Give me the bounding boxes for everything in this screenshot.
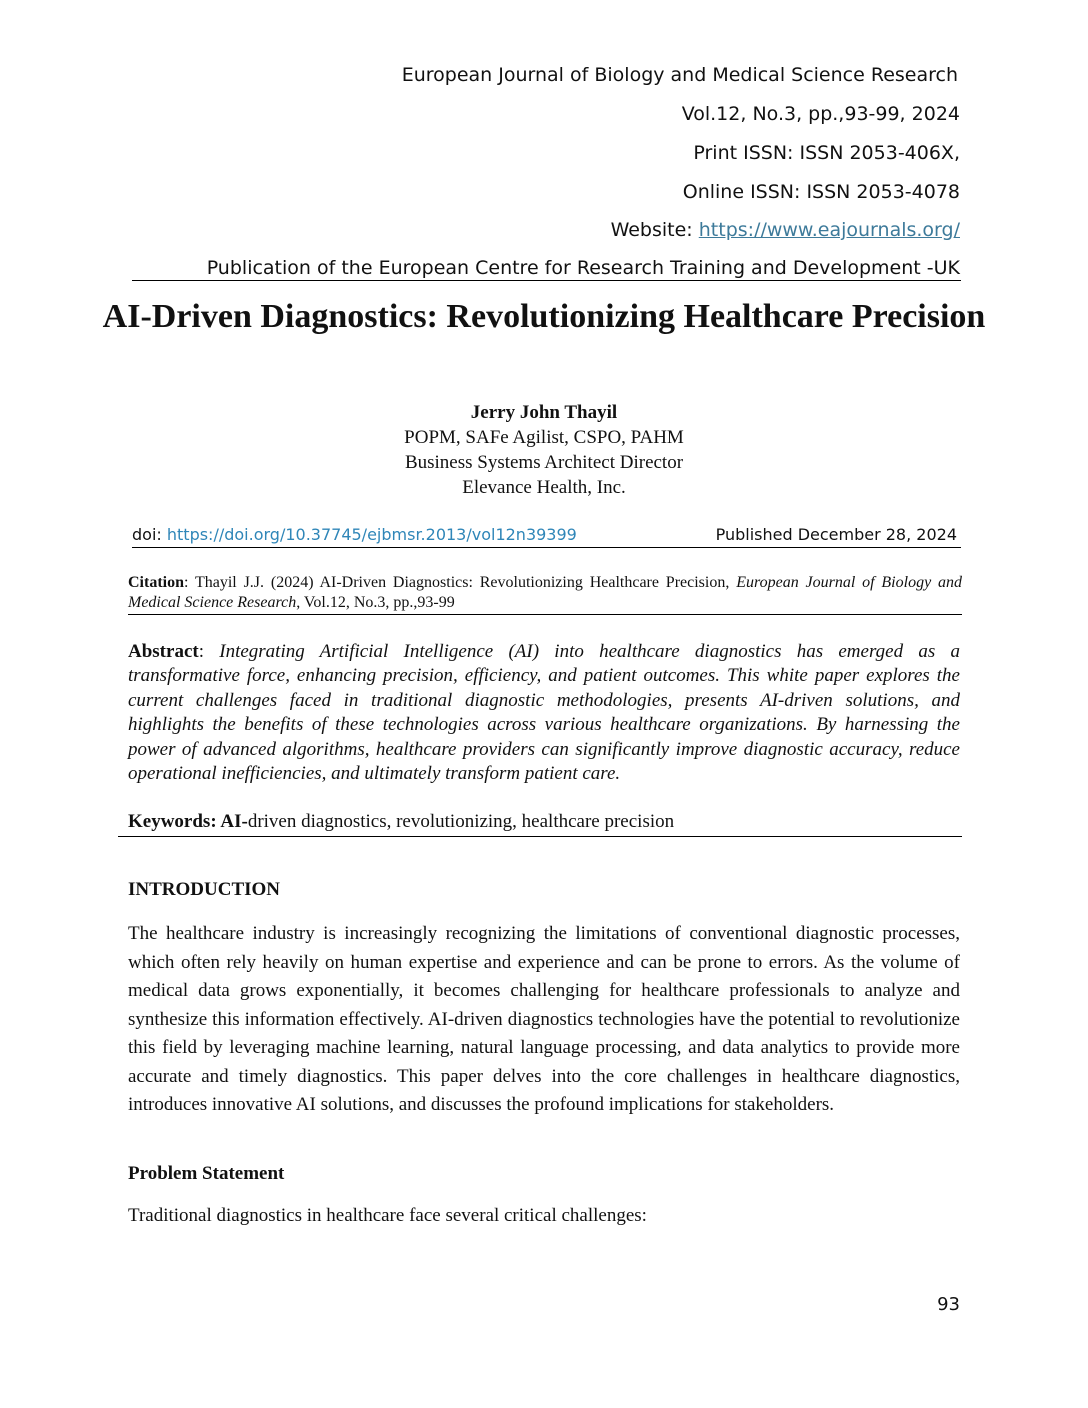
keywords bbox=[128, 810, 960, 834]
citation bbox=[128, 573, 962, 615]
author-name: Jerry John Thayil bbox=[470, 402, 618, 423]
problem-statement-paragraph: Traditional diagnostics in healthcare face several critical challenges: bbox=[128, 1205, 647, 1226]
website-line bbox=[611, 219, 960, 241]
doi-label: doi: bbox=[132, 525, 167, 544]
journal-name: European Journal of Biology and Medical Science Research bbox=[401, 64, 958, 86]
header-rule bbox=[132, 280, 961, 281]
citation-details: , Vol.12, No.3, pp.,93-99 bbox=[296, 594, 455, 611]
doi-link[interactable]: https://doi.org/10.37745/ejbmsr.2013/vol12n39399 bbox=[166, 525, 577, 544]
author-organization: Elevance Health, Inc. bbox=[462, 477, 626, 498]
abstract-label: Abstract bbox=[128, 641, 199, 662]
keywords-text: driven diagnostics, revolutionizing, healthcare precision bbox=[247, 811, 675, 832]
citation-label: Citation bbox=[128, 574, 184, 591]
volume-info: Vol.12, No.3, pp.,93-99, 2024 bbox=[681, 103, 960, 125]
publisher-line: Publication of the European Centre for Research Training and Development -UK bbox=[206, 257, 960, 279]
keywords-rule bbox=[118, 836, 962, 837]
website-label: Website: bbox=[610, 219, 699, 241]
problem-statement-heading: Problem Statement bbox=[128, 1163, 285, 1184]
online-issn: Online ISSN: ISSN 2053-4078 bbox=[682, 181, 960, 203]
abstract-text: Integrating Artificial Intelligence (AI) into healthcare diagnostics has emerged as a transformative force, enhancing precision, efficiency, and patient outcomes. This white paper explores the current challenges faced in traditional diagnostic methodologies, presents AI-driven solutions, and highlights the benefits of these technologies across various healthcare organizations. By harnessing the power of advanced algorithms, healthcare providers can significantly improve diagnostic accuracy, reduce operational inefficiencies, and ultimately transform patient care. bbox=[128, 641, 960, 785]
citation-journal: European Journal of Biology and Medical Science Research bbox=[128, 574, 962, 611]
introduction-paragraph: The healthcare industry is increasingly recognizing the limitations of conventional diagnostic processes, which often rely heavily on human expertise and experience and can be prone to errors. As the volume of medical data grows exponentially, it becomes challenging for healthcare professionals to analyze and synthesize this information effectively. AI-driven diagnostics technologies have the potential to revolutionize this field by leveraging machine learning, natural language processing, and data analytics to provide more accurate and timely diagnostics. This paper delves into the core challenges in healthcare diagnostics, introduces innovative AI solutions, and discusses the profound implications for stakeholders. bbox=[128, 923, 960, 1115]
introduction-heading: INTRODUCTION bbox=[128, 879, 281, 900]
author-role: Business Systems Architect Director bbox=[404, 452, 684, 473]
page-number: 93 bbox=[937, 1294, 960, 1315]
paper-title: AI-Driven Diagnostics: Revolutionizing Healthcare Precision bbox=[102, 298, 986, 335]
abstract: Abstract: Integrating Artificial Intelligence (AI) into healthcare diagnostics has emerged as a transformative force, enhancing precision, efficiency, and patient outcomes. This white paper explores the current challenges faced in traditional diagnostic methodologies, presents AI-driven solutions, and highlights the benefits of these technologies across various healthcare organizations. By harnessing the power of advanced algorithms, healthcare providers can significantly improve diagnostic accuracy, reduce operational inefficiencies, and ultimately transform patient care. bbox=[128, 641, 960, 785]
author-credentials: POPM, SAFe Agilist, CSPO, PAHM bbox=[404, 427, 684, 448]
doi-row bbox=[132, 525, 961, 548]
print-issn: Print ISSN: ISSN 2053-406X, bbox=[693, 142, 960, 164]
citation-text: : Thayil J.J. (2024) AI-Driven Diagnostics: Revolutionizing Healthcare Precision, bbox=[184, 574, 737, 591]
keywords-label: Keywords: AI- bbox=[128, 811, 248, 832]
website-link[interactable]: https://www.eajournals.org/ bbox=[698, 219, 960, 241]
published-date: Published December 28, 2024 bbox=[715, 525, 957, 544]
